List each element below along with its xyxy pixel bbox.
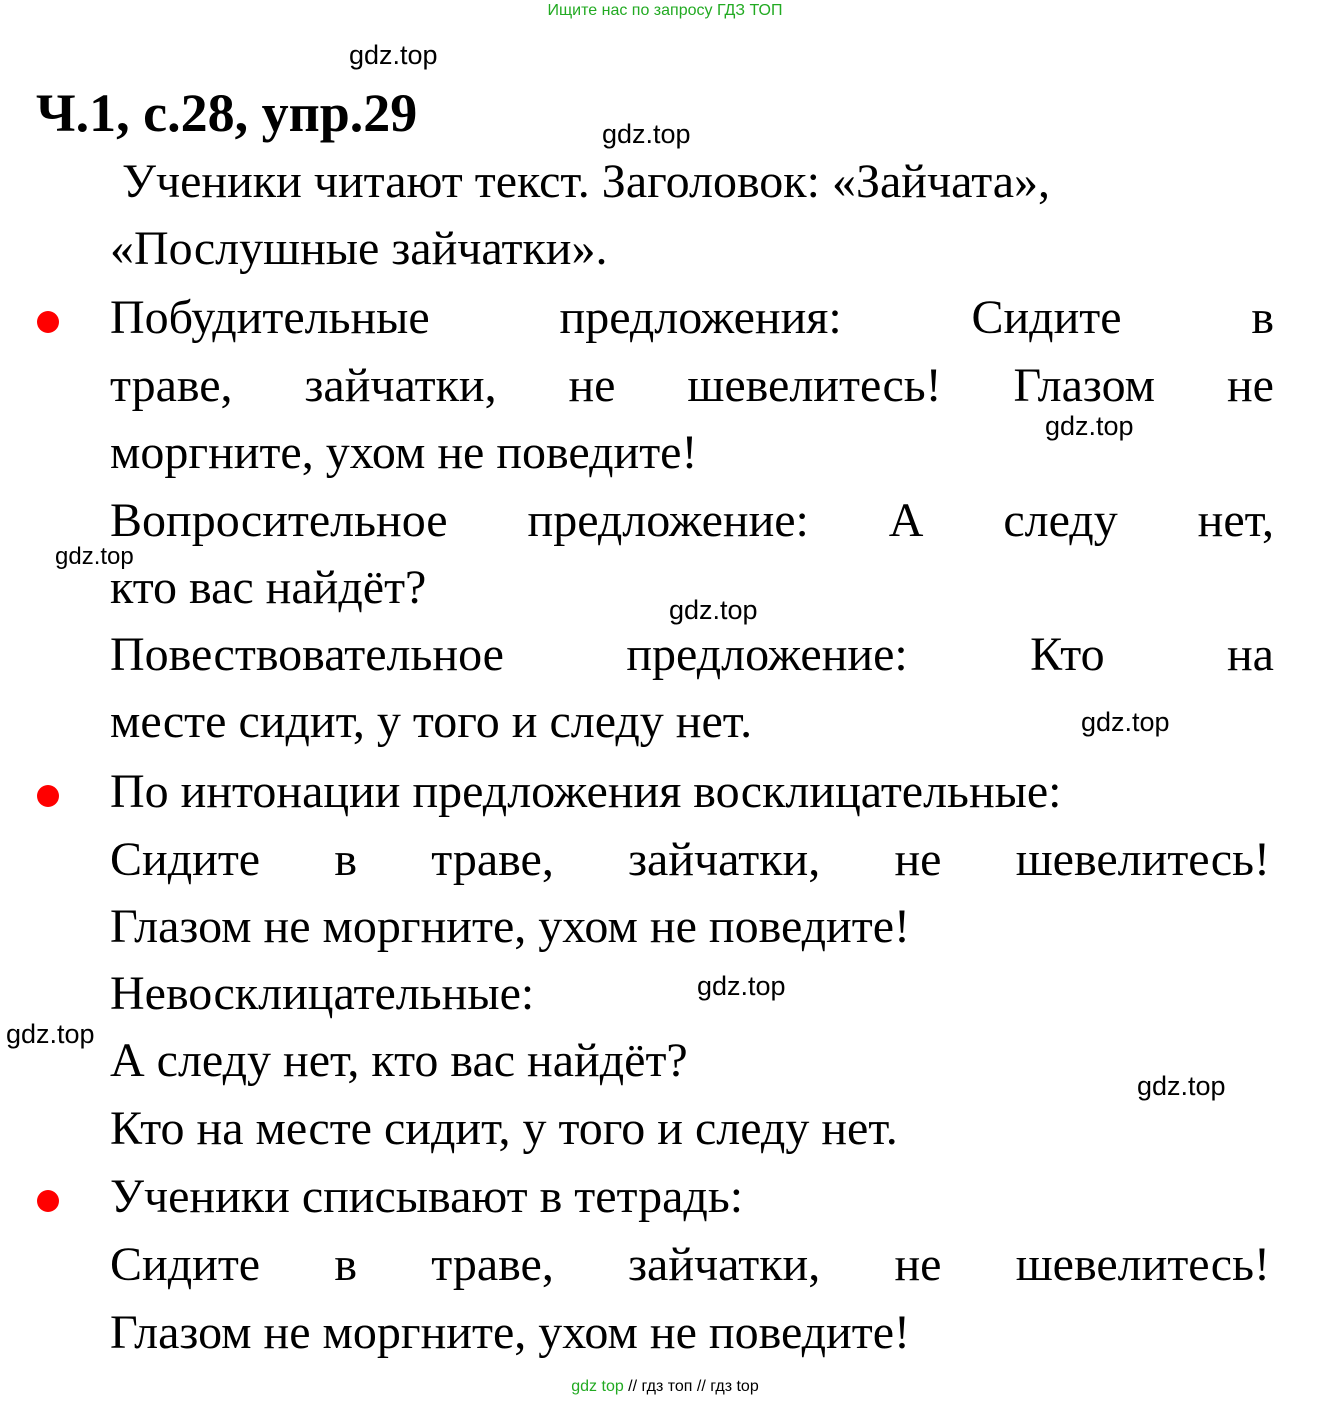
word: предложения: [559,291,842,344]
text-line [110,1238,1270,1291]
word: не [568,359,616,412]
text-line: Глазом не моргните, ухом не поведите! [110,1306,910,1359]
watermark: gdz.top [55,543,134,570]
footer-separator: // [692,1378,711,1395]
watermark: gdz.top [1045,411,1134,441]
footer-separator: // [623,1378,642,1395]
bullet-icon [37,311,59,333]
word: на [1226,628,1274,681]
watermark: gdz.top [1081,707,1170,737]
watermark: gdz.top [6,1019,95,1049]
text-line [110,628,1274,681]
bullet-icon [37,1190,59,1212]
word: траве, [431,833,554,886]
watermark: gdz.top [349,40,438,70]
intro-line: «Послушные зайчатки». [110,222,608,275]
footer-links [0,1378,1330,1396]
word: в [334,833,358,886]
intro-line: Ученики читают текст. Заголовок: «Зайчата», [110,155,1051,208]
word: Повествовательное [110,628,504,681]
footer-link[interactable]: гдз топ [641,1378,693,1395]
word: Глазом [1013,359,1156,412]
text-line: Кто на месте сидит, у того и следу нет. [110,1102,898,1155]
word: зайчатки, [628,1238,821,1291]
word: А [888,494,924,547]
word: в [334,1238,358,1291]
word: Вопросительное [110,494,448,547]
bullet-icon [37,785,59,807]
text-line: моргните, ухом не поведите! [110,426,698,479]
watermark: gdz.top [669,595,758,625]
text-line [110,291,1274,344]
watermark: gdz.top [697,971,786,1001]
text-line: Невосклицательные: [110,967,535,1020]
word: траве, [431,1238,554,1291]
word: нет, [1197,494,1274,547]
word: зайчатки, [304,359,497,412]
word: Сидите [110,833,261,886]
search-banner: Ищите нас по запросу ГДЗ ТОП [547,2,783,19]
word: траве, [110,359,233,412]
word: Сидите [971,291,1122,344]
word: шевелитесь! [687,359,942,412]
word: шевелитесь! [1015,833,1270,886]
footer-link[interactable]: гдз top [710,1378,759,1395]
watermark: gdz.top [602,119,691,149]
page-title: Ч.1, с.28, упр.29 [36,83,418,143]
word: Кто [1030,628,1105,681]
text-line: А следу нет, кто вас найдёт? [110,1034,688,1087]
text-line [110,359,1274,412]
text-line: кто вас найдёт? [110,561,427,614]
text-line: Глазом не моргните, ухом не поведите! [110,900,910,953]
watermark: gdz.top [1137,1071,1226,1101]
footer-link[interactable]: gdz top [571,1378,624,1395]
word: Побудительные [110,291,430,344]
text-line [110,833,1270,886]
word: предложение: [626,628,908,681]
text-line: Ученики списывают в тетрадь: [110,1170,744,1223]
word: Сидите [110,1238,261,1291]
word: в [1251,291,1274,344]
word: предложение: [527,494,809,547]
word: шевелитесь! [1015,1238,1270,1291]
word: не [1226,359,1274,412]
word: не [894,833,942,886]
text-line: месте сидит, у того и следу нет. [110,695,753,748]
word: следу [1003,494,1118,547]
text-line: По интонации предложения восклицательные: [110,765,1062,818]
word: не [894,1238,942,1291]
text-line [110,494,1274,547]
word: зайчатки, [628,833,821,886]
